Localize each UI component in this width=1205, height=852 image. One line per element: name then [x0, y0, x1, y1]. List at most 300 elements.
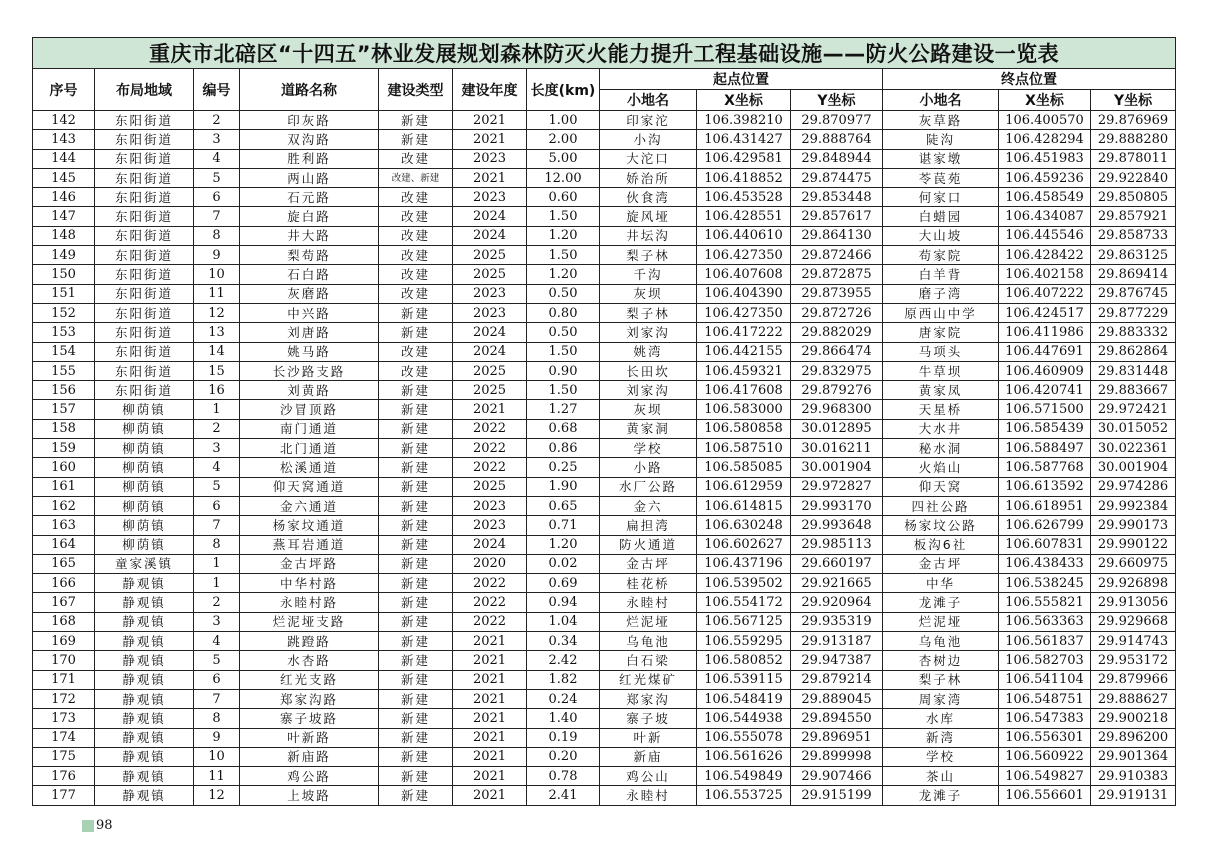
cell-start-y: 29.873955 [791, 284, 883, 303]
header-end-y: Y坐标 [1091, 90, 1176, 111]
table-row [33, 207, 1176, 226]
cell-year: 2021 [453, 747, 527, 766]
cell-area: 东阳街道 [95, 188, 194, 207]
cell-end-x: 106.555821 [999, 593, 1091, 612]
cell-start-place: 桂花桥 [600, 574, 697, 593]
cell-length: 0.50 [527, 323, 600, 342]
cell-end-y: 29.879966 [1091, 670, 1176, 689]
cell-start-x: 106.417222 [697, 323, 791, 342]
cell-end-place: 秘水洞 [883, 439, 999, 458]
cell-area: 东阳街道 [95, 265, 194, 284]
cell-area: 静观镇 [95, 593, 194, 612]
cell-end-x: 106.613592 [999, 477, 1091, 496]
cell-seq: 151 [33, 284, 95, 303]
cell-start-x: 106.398210 [697, 111, 791, 130]
cell-code: 1 [194, 554, 240, 573]
cell-start-y: 29.921665 [791, 574, 883, 593]
cell-end-x: 106.547383 [999, 709, 1091, 728]
cell-code: 1 [194, 400, 240, 419]
cell-start-place: 扁担湾 [600, 516, 697, 535]
header-end-place: 小地名 [883, 90, 999, 111]
cell-end-y: 29.857921 [1091, 207, 1176, 226]
cell-area: 东阳街道 [95, 149, 194, 168]
cell-seq: 174 [33, 728, 95, 747]
cell-build-type: 改建 [379, 246, 453, 265]
cell-start-x: 106.539502 [697, 574, 791, 593]
cell-start-x: 106.427350 [697, 246, 791, 265]
cell-seq: 165 [33, 554, 95, 573]
cell-end-place: 仰天窝 [883, 477, 999, 496]
cell-length: 1.20 [527, 535, 600, 554]
cell-build-type: 新建 [379, 323, 453, 342]
cell-area: 静观镇 [95, 632, 194, 651]
cell-start-place: 郑家沟 [600, 689, 697, 708]
cell-length: 1.40 [527, 709, 600, 728]
cell-length: 1.04 [527, 612, 600, 631]
cell-end-y: 29.929668 [1091, 612, 1176, 631]
cell-seq: 152 [33, 303, 95, 322]
cell-road-name: 松溪通道 [240, 458, 379, 477]
cell-end-y: 29.896200 [1091, 728, 1176, 747]
cell-start-y: 29.660197 [791, 554, 883, 573]
cell-build-type: 新建 [379, 477, 453, 496]
cell-seq: 171 [33, 670, 95, 689]
cell-code: 15 [194, 361, 240, 380]
cell-start-x: 106.553725 [697, 786, 791, 805]
cell-end-y: 29.876969 [1091, 111, 1176, 130]
cell-build-type: 新建 [379, 632, 453, 651]
cell-road-name: 沙冒顶路 [240, 400, 379, 419]
cell-area: 东阳街道 [95, 111, 194, 130]
cell-end-x: 106.541104 [999, 670, 1091, 689]
cell-seq: 176 [33, 767, 95, 786]
table-row [33, 226, 1176, 245]
cell-end-x: 106.434087 [999, 207, 1091, 226]
table-row [33, 651, 1176, 670]
cell-code: 13 [194, 323, 240, 342]
page-number: 98 [96, 818, 113, 833]
cell-end-y: 29.974286 [1091, 477, 1176, 496]
header-end: 终点位置 [883, 69, 1176, 90]
cell-year: 2021 [453, 111, 527, 130]
cell-start-x: 106.580858 [697, 419, 791, 438]
cell-year: 2021 [453, 632, 527, 651]
cell-road-name: 燕耳岩通道 [240, 535, 379, 554]
cell-length: 0.19 [527, 728, 600, 747]
header-start: 起点位置 [600, 69, 883, 90]
table-row [33, 149, 1176, 168]
cell-area: 静观镇 [95, 728, 194, 747]
cell-year: 2025 [453, 361, 527, 380]
cell-start-y: 30.012895 [791, 419, 883, 438]
header-start-place: 小地名 [600, 90, 697, 111]
cell-start-x: 106.561626 [697, 747, 791, 766]
cell-start-y: 29.920964 [791, 593, 883, 612]
cell-start-place: 叶新 [600, 728, 697, 747]
cell-length: 1.50 [527, 246, 600, 265]
table-row [33, 361, 1176, 380]
table-row [33, 728, 1176, 747]
cell-build-type: 改建 [379, 149, 453, 168]
table-row [33, 130, 1176, 149]
cell-length: 1.20 [527, 226, 600, 245]
cell-year: 2021 [453, 767, 527, 786]
cell-road-name: 中兴路 [240, 303, 379, 322]
table-row [33, 284, 1176, 303]
cell-end-y: 29.862864 [1091, 342, 1176, 361]
cell-length: 0.25 [527, 458, 600, 477]
cell-length: 1.50 [527, 342, 600, 361]
table-row [33, 265, 1176, 284]
cell-road-name: 刘唐路 [240, 323, 379, 342]
cell-year: 2023 [453, 516, 527, 535]
cell-start-place: 伙食湾 [600, 188, 697, 207]
cell-end-x: 106.438433 [999, 554, 1091, 573]
cell-end-place: 新湾 [883, 728, 999, 747]
cell-road-name: 刘黄路 [240, 381, 379, 400]
cell-build-type: 新建 [379, 670, 453, 689]
cell-year: 2020 [453, 554, 527, 573]
cell-start-y: 29.985113 [791, 535, 883, 554]
cell-road-name: 水杏路 [240, 651, 379, 670]
cell-seq: 160 [33, 458, 95, 477]
cell-length: 0.78 [527, 767, 600, 786]
cell-start-y: 29.915199 [791, 786, 883, 805]
cell-seq: 158 [33, 419, 95, 438]
cell-area: 东阳街道 [95, 284, 194, 303]
header-year: 建设年度 [453, 69, 527, 111]
cell-start-y: 29.889045 [791, 689, 883, 708]
table-title: 重庆市北碚区“十四五”林业发展规划森林防灭火能力提升工程基础设施——防火公路建设一览表 [33, 38, 1176, 69]
cell-end-place: 苓苠苑 [883, 168, 999, 187]
cell-build-type: 新建 [379, 574, 453, 593]
cell-road-name: 灰磨路 [240, 284, 379, 303]
cell-year: 2024 [453, 207, 527, 226]
cell-seq: 169 [33, 632, 95, 651]
cell-end-place: 烂泥垭 [883, 612, 999, 631]
cell-end-y: 29.922840 [1091, 168, 1176, 187]
cell-end-place: 龙滩子 [883, 593, 999, 612]
cell-year: 2022 [453, 419, 527, 438]
cell-start-x: 106.548419 [697, 689, 791, 708]
cell-year: 2021 [453, 786, 527, 805]
cell-start-place: 灰坝 [600, 284, 697, 303]
cell-start-place: 永睦村 [600, 786, 697, 805]
cell-build-type: 新建 [379, 303, 453, 322]
cell-code: 10 [194, 747, 240, 766]
cell-seq: 159 [33, 439, 95, 458]
cell-end-y: 29.910383 [1091, 767, 1176, 786]
cell-area: 静观镇 [95, 747, 194, 766]
cell-start-place: 梨子林 [600, 246, 697, 265]
cell-code: 5 [194, 168, 240, 187]
cell-start-place: 梨子林 [600, 303, 697, 322]
table-row [33, 747, 1176, 766]
cell-end-y: 29.919131 [1091, 786, 1176, 805]
cell-end-y: 29.990173 [1091, 516, 1176, 535]
cell-seq: 144 [33, 149, 95, 168]
cell-start-y: 30.016211 [791, 439, 883, 458]
cell-start-place: 寨子坡 [600, 709, 697, 728]
cell-area: 柳荫镇 [95, 419, 194, 438]
cell-start-x: 106.555078 [697, 728, 791, 747]
cell-length: 2.41 [527, 786, 600, 805]
cell-end-place: 何家口 [883, 188, 999, 207]
cell-start-y: 29.947387 [791, 651, 883, 670]
cell-build-type: 新建 [379, 419, 453, 438]
cell-end-place: 原西山中学 [883, 303, 999, 322]
table-row [33, 323, 1176, 342]
cell-end-y: 29.869414 [1091, 265, 1176, 284]
table-row [33, 632, 1176, 651]
cell-start-place: 红光煤矿 [600, 670, 697, 689]
cell-build-type: 新建 [379, 709, 453, 728]
cell-build-type: 新建 [379, 554, 453, 573]
cell-end-y: 29.913056 [1091, 593, 1176, 612]
cell-end-place: 杨家坟公路 [883, 516, 999, 535]
cell-build-type: 新建 [379, 747, 453, 766]
cell-seq: 150 [33, 265, 95, 284]
cell-end-x: 106.548751 [999, 689, 1091, 708]
cell-year: 2024 [453, 323, 527, 342]
cell-build-type: 改建 [379, 361, 453, 380]
cell-code: 5 [194, 477, 240, 496]
cell-end-place: 灰草路 [883, 111, 999, 130]
cell-area: 静观镇 [95, 612, 194, 631]
cell-code: 6 [194, 496, 240, 515]
cell-code: 9 [194, 246, 240, 265]
cell-length: 0.20 [527, 747, 600, 766]
cell-seq: 147 [33, 207, 95, 226]
cell-road-name: 红光支路 [240, 670, 379, 689]
cell-start-place: 永睦村 [600, 593, 697, 612]
cell-start-x: 106.583000 [697, 400, 791, 419]
cell-road-name: 梨苟路 [240, 246, 379, 265]
cell-start-place: 白石梁 [600, 651, 697, 670]
header-area: 布局地域 [95, 69, 194, 111]
cell-length: 1.82 [527, 670, 600, 689]
cell-start-place: 小路 [600, 458, 697, 477]
cell-code: 7 [194, 207, 240, 226]
cell-start-y: 29.896951 [791, 728, 883, 747]
cell-end-y: 29.850805 [1091, 188, 1176, 207]
cell-code: 12 [194, 786, 240, 805]
cell-end-x: 106.549827 [999, 767, 1091, 786]
cell-road-name: 石元路 [240, 188, 379, 207]
cell-start-x: 106.442155 [697, 342, 791, 361]
cell-start-x: 106.440610 [697, 226, 791, 245]
cell-start-place: 大沱口 [600, 149, 697, 168]
cell-year: 2024 [453, 226, 527, 245]
cell-build-type: 新建 [379, 381, 453, 400]
cell-start-x: 106.539115 [697, 670, 791, 689]
cell-year: 2021 [453, 651, 527, 670]
cell-start-x: 106.602627 [697, 535, 791, 554]
cell-road-name: 杨家坟通道 [240, 516, 379, 535]
cell-area: 东阳街道 [95, 246, 194, 265]
cell-year: 2024 [453, 342, 527, 361]
cell-seq: 161 [33, 477, 95, 496]
cell-end-x: 106.458549 [999, 188, 1091, 207]
cell-end-y: 29.992384 [1091, 496, 1176, 515]
cell-start-place: 姚湾 [600, 342, 697, 361]
cell-build-type: 新建 [379, 535, 453, 554]
cell-road-name: 印灰路 [240, 111, 379, 130]
cell-end-x: 106.445546 [999, 226, 1091, 245]
cell-start-y: 29.872466 [791, 246, 883, 265]
cell-year: 2022 [453, 458, 527, 477]
cell-start-y: 29.935319 [791, 612, 883, 631]
cell-year: 2021 [453, 728, 527, 747]
cell-start-place: 烂泥垭 [600, 612, 697, 631]
cell-end-y: 29.914743 [1091, 632, 1176, 651]
cell-end-x: 106.556301 [999, 728, 1091, 747]
cell-start-x: 106.567125 [697, 612, 791, 631]
cell-end-place: 茶山 [883, 767, 999, 786]
cell-road-name: 北门通道 [240, 439, 379, 458]
cell-start-x: 106.580852 [697, 651, 791, 670]
cell-end-x: 106.420741 [999, 381, 1091, 400]
table-row [33, 516, 1176, 535]
table-row [33, 381, 1176, 400]
cell-year: 2022 [453, 574, 527, 593]
table-row [33, 419, 1176, 438]
cell-start-place: 水厂公路 [600, 477, 697, 496]
page-footer [82, 818, 113, 833]
table-row [33, 767, 1176, 786]
cell-start-place: 刘家沟 [600, 381, 697, 400]
cell-end-place: 黄家凤 [883, 381, 999, 400]
cell-end-place: 天星桥 [883, 400, 999, 419]
cell-year: 2025 [453, 381, 527, 400]
table-row [33, 670, 1176, 689]
cell-build-type: 改建 [379, 284, 453, 303]
header-end-x: X坐标 [999, 90, 1091, 111]
cell-start-place: 印家沱 [600, 111, 697, 130]
cell-end-x: 106.400570 [999, 111, 1091, 130]
cell-build-type: 新建 [379, 458, 453, 477]
cell-start-y: 29.866474 [791, 342, 883, 361]
cell-start-x: 106.429581 [697, 149, 791, 168]
cell-seq: 177 [33, 786, 95, 805]
cell-length: 0.24 [527, 689, 600, 708]
header-seq: 序号 [33, 69, 95, 111]
cell-year: 2021 [453, 709, 527, 728]
cell-area: 柳荫镇 [95, 535, 194, 554]
cell-start-x: 106.614815 [697, 496, 791, 515]
cell-road-name: 长沙路支路 [240, 361, 379, 380]
cell-build-type: 新建 [379, 767, 453, 786]
cell-end-place: 四社公路 [883, 496, 999, 515]
cell-year: 2023 [453, 303, 527, 322]
cell-build-type: 改建、新建 [379, 168, 453, 187]
cell-road-name: 新庙路 [240, 747, 379, 766]
cell-road-name: 南门通道 [240, 419, 379, 438]
cell-end-y: 29.878011 [1091, 149, 1176, 168]
cell-start-y: 29.879276 [791, 381, 883, 400]
cell-area: 静观镇 [95, 670, 194, 689]
cell-start-x: 106.431427 [697, 130, 791, 149]
cell-start-y: 29.864130 [791, 226, 883, 245]
cell-start-y: 29.848944 [791, 149, 883, 168]
cell-seq: 170 [33, 651, 95, 670]
cell-area: 东阳街道 [95, 342, 194, 361]
cell-end-x: 106.626799 [999, 516, 1091, 535]
cell-seq: 155 [33, 361, 95, 380]
cell-end-y: 29.990122 [1091, 535, 1176, 554]
cell-end-place: 乌龟池 [883, 632, 999, 651]
cell-length: 1.50 [527, 381, 600, 400]
cell-end-x: 106.587768 [999, 458, 1091, 477]
cell-end-place: 梨子林 [883, 670, 999, 689]
cell-start-x: 106.554172 [697, 593, 791, 612]
cell-road-name: 井大路 [240, 226, 379, 245]
cell-build-type: 新建 [379, 439, 453, 458]
cell-end-x: 106.459236 [999, 168, 1091, 187]
cell-code: 1 [194, 574, 240, 593]
cell-start-y: 29.874475 [791, 168, 883, 187]
table-row [33, 554, 1176, 573]
cell-length: 0.68 [527, 419, 600, 438]
cell-start-place: 金六 [600, 496, 697, 515]
cell-year: 2023 [453, 284, 527, 303]
cell-end-y: 30.022361 [1091, 439, 1176, 458]
cell-build-type: 新建 [379, 593, 453, 612]
cell-road-name: 上坡路 [240, 786, 379, 805]
cell-end-place: 马项头 [883, 342, 999, 361]
cell-end-x: 106.588497 [999, 439, 1091, 458]
cell-area: 柳荫镇 [95, 458, 194, 477]
cell-road-name: 中华村路 [240, 574, 379, 593]
cell-seq: 175 [33, 747, 95, 766]
cell-year: 2022 [453, 612, 527, 631]
cell-end-y: 29.831448 [1091, 361, 1176, 380]
cell-length: 0.80 [527, 303, 600, 322]
cell-start-y: 29.968300 [791, 400, 883, 419]
cell-seq: 156 [33, 381, 95, 400]
cell-start-y: 29.857617 [791, 207, 883, 226]
cell-end-y: 29.888627 [1091, 689, 1176, 708]
table-row [33, 786, 1176, 805]
cell-build-type: 新建 [379, 516, 453, 535]
header-code: 编号 [194, 69, 240, 111]
cell-start-x: 106.418852 [697, 168, 791, 187]
cell-code: 6 [194, 670, 240, 689]
cell-code: 4 [194, 149, 240, 168]
cell-end-place: 谌家墩 [883, 149, 999, 168]
cell-start-y: 29.870977 [791, 111, 883, 130]
cell-year: 2025 [453, 246, 527, 265]
table-row [33, 246, 1176, 265]
page-marker [82, 820, 94, 832]
cell-seq: 154 [33, 342, 95, 361]
cell-length: 0.90 [527, 361, 600, 380]
cell-road-name: 两山路 [240, 168, 379, 187]
cell-start-y: 29.872726 [791, 303, 883, 322]
cell-area: 柳荫镇 [95, 516, 194, 535]
cell-end-place: 火焰山 [883, 458, 999, 477]
cell-code: 4 [194, 632, 240, 651]
cell-build-type: 新建 [379, 496, 453, 515]
cell-length: 1.90 [527, 477, 600, 496]
cell-end-y: 29.883667 [1091, 381, 1176, 400]
cell-start-y: 29.972827 [791, 477, 883, 496]
cell-start-y: 29.894550 [791, 709, 883, 728]
cell-end-place: 学校 [883, 747, 999, 766]
cell-year: 2023 [453, 149, 527, 168]
cell-end-place: 板沟6社 [883, 535, 999, 554]
cell-start-x: 106.559295 [697, 632, 791, 651]
